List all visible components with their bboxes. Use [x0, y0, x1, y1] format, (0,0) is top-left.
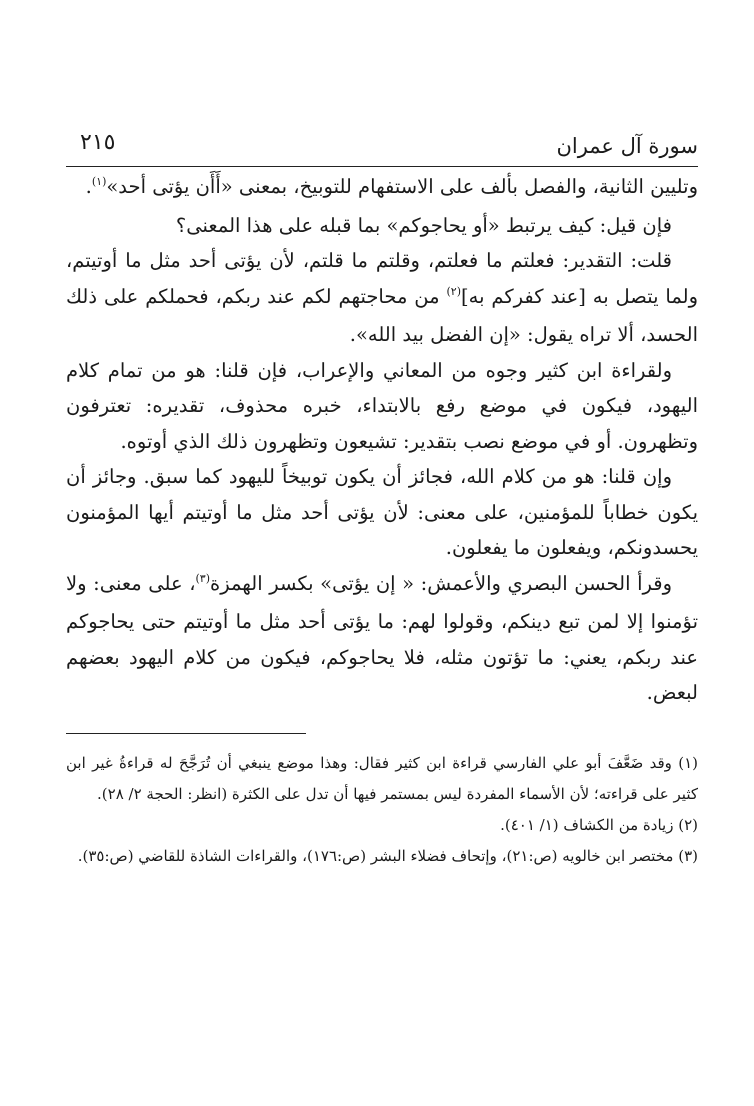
paragraph: قلت: التقدير: فعلتم ما فعلتم، وقلتم ما قلتم، لأن يؤتى أحد مثل ما أوتيتم، ولما يتصل به [عند كفركم به]$^{(٢)}$ من محاجتهم لكم عند ربكم، فحملكم على ذلك الحسد، ألا تراه يقول: «إن الفضل بيد الله». [66, 249, 698, 346]
paragraph: وتليين الثانية، والفصل بألف على الاستفهام للتوبيخ، بمعنى «أَأَن يؤتى أحد»$^{(١)}$. [85, 175, 698, 198]
footnote-marker[interactable]: (٣) [195, 571, 211, 585]
paragraph: فإن قيل: كيف يرتبط «أو يحاجوكم» بما قبله على هذا المعنى؟ [175, 213, 672, 237]
footnotes [66, 748, 698, 872]
running-header [66, 128, 698, 167]
paragraph: وإن قلنا: هو من كلام الله، فجائز أن يكون توبيخاً لليهود كما سبق. وجائز أن يكون خطاباً للمؤمنين، على معنى: لأن يؤتى أحد مثل ما أوتيتم أيها المؤمنون يحسدونكم، ويفعلون ما يفعلون. [66, 465, 698, 559]
footnote: (٣) مختصر ابن خالويه (ص:٢١)، وإتحاف فضلاء البشر (ص:١٧٦)، والقراءات الشاذة للقاضي (ص:٣٥). [77, 846, 698, 865]
book-page [66, 128, 698, 872]
footnote: (١) وقد ضَعَّفَ أبو علي الفارسي قراءة ابن كثير فقال: وهذا موضع ينبغي أن تُرَجَّحَ له قراءةُ غير ابن كثير على قراءته؛ لأن الأسماء المفردة ليس بمستمر فيها أن تدل على الكثرة (انظر: الحجة ٢/ ٢٨). [66, 753, 698, 803]
page-number: ٢١٥ [80, 130, 116, 155]
main-text [66, 169, 698, 711]
footnote-marker[interactable]: (١) [91, 175, 107, 188]
footnote: (٢) زيادة من الكشاف (١/ ٤٠١). [500, 815, 698, 834]
footnote-marker[interactable]: (٢) [446, 284, 462, 298]
paragraph: ولقراءة ابن كثير وجوه من المعاني والإعراب، فإن قلنا: هو من تمام كلام اليهود، فيكون في موضع رفع بالابتداء، خبره محذوف، تقديره: تعترفون وتظهرون. أو في موضع نصب بتقدير: تشيعون وتظهرون ذلك الذي أوتوه. [66, 358, 698, 453]
footnote-divider [66, 733, 306, 734]
paragraph: وقرأ الحسن البصري والأعمش: « إن يؤتى» بكسر الهمزة$^{(٣)}$، على معنى: ولا تؤمنوا إلا لمن تبع دينكم، وقولوا لهم: ما يؤتى أحد مثل ما أوتيتم حتى يحاجوكم عند ربكم، يعني: ما تؤتون مثله، فلا يحاجوكم، فيكون من كلام اليهود بعضهم لبعض. [66, 571, 698, 704]
surah-title: سورة آل عمران [556, 134, 698, 158]
